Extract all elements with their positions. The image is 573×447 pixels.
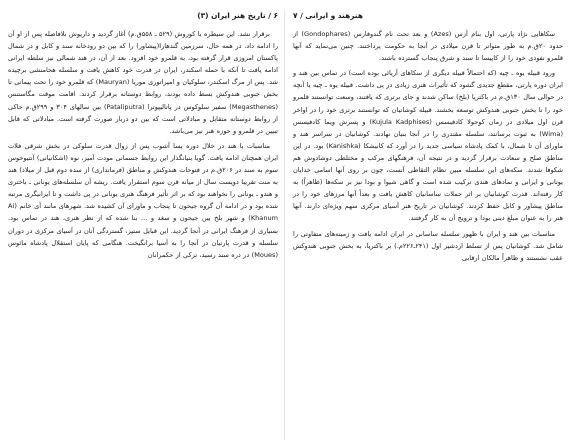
left-page xyxy=(8,0,278,447)
left-running-head: ۶ / تاریخ هنر ایران (۳) xyxy=(197,11,278,20)
left-paragraph: مناسبات با هند در خلال دوره پسا آشوب پس از زوال قدرت سلوکی در بخش شرقی فلات ایران همچنان ادامه یافت. گویا بنیانگذار این روابط جسمانی مودت آمیز، نوه (اشکانیانی) آنتیوخوس سوم به سند در ۲۰۶ق.م در فتوحات هندوکش و مناطق (فرمانداری) از سده دوم قبل از میلاد) هند به منت تقریبا دویست سال از میانه قرن سوم استقرار یافت. ریشه آن سلسله‌های یونانی ـ باختری و هندو ـ یونانی را نخواهند بود که بر اثر تأثیر فرهنگ هنری یونانی در پی داشت و تا ایرانیگری مرتبه شده بود و در ادامه آن گروه جیحون تا پنجاب و ماورای آن کشیده شد. شهرهای مانند آی خانم (Ai Khanum) و شهر بلخ بین جیحون و سغد و ... بنا شده که از نظر هنری، هند در تماس بود. بسیاری از فرهنگ ایرانی در آنجا گردید. این قبایل ستیز، گستردگی آنان در آسیای مرکزی در دوران سلسله و قدرت پارتیان در آنجا را به آسیا برانگیخت. هنگامی که پایان استقلال پادشاه مائوس (Moues) در دره سند رسید، ترکی از حکمرانان xyxy=(8,141,278,259)
left-body-text xyxy=(8,28,278,264)
right-paragraph: سکاهایی نژاد پارتی، اول بنام آزس (Azes) و بعد تحت نام گندوفارس (Gondophares) از حدود ۲۰ق.م به طور متواتر تا قرن میلادی در آنجا به حکومت پرداختند. چنین می‌نماید که آنها قلمرو نفوذی خود را از کاپیسا تا سند و شرق پنجاب گسترده باشند. xyxy=(293,30,563,63)
page-gutter xyxy=(284,10,285,440)
right-paragraph: مناسبات بین هند و ایران با ظهور سلسله ساسانی در ایران ادامه یافت و زمینه‌های متفاوتی را شامل شد. کوشانیان پس از تسلط اردشیر اول (۲۴۱ـ۲۲۶م.) بر باکتریا، به بخش جنوبی هندوکش عقب نشستند و ظاهراً مالکان ارقابی xyxy=(293,229,563,262)
right-page xyxy=(293,0,563,447)
right-running-head: هنرهند و ایرانی / ۷ xyxy=(293,11,363,20)
right-body-text xyxy=(293,28,563,267)
left-paragraph: برقرار نشد. این سیطره با کوروش (۵۲۹ ـ ۵۵۸ق.م) آغاز گردید و داریوش بلافاصله پس از او آن را ادامه داد. در همه حال، سرزمین گندهارا(پیشاور) را که بین دو رودخانه سند و کابل و در شمال پاکستان امروزی قرار گرفته بود، به قلمرو خود افزود. بعد از آن، در هند شمالی نیز سلطه ایرانی ادامه یافت تا آنکه با حمله اسکندر، ایران در قدرت خود کاهش یافت و سلسله هخامنشی برچیده شد. پس از مرگ اسکندر، سلوکیان و امپراتوری موریا (Mauryan) که قلمرو خود را تحت پیمانی تا بخش جنوبی هندوکش بسط داده بودند، روابط دوستانه برقرار کردند. اقامت موقت مگاستنس (Megasthenes) سفیر سلوکوس در پاتالیپوترا (Pataliputra) بین سالهای ۳۰۴ و ۲۹۹ق.م حاکی از روابط دوستانه متقابل و مبادلاتی است که بین دو دربار صورت گرفته است. مبادلاتی که قابل تبیین در قلمرو و حوزه هنر نیز می‌باشد. xyxy=(8,30,279,135)
right-paragraph: ورود قبیله یوه ـ چیه (که احتمالاً قبیله دیگری از سکاهای آریائی بوده است) در تماس بین هند و ایران دوره پارتی، مقطع جدیدی گشود که تأثیرات هنری زیادی در پی داشت. قبیله یوه ـ چیه یا آنچه در حوالی سال ۱۳۰ق.م در باکتریا (بلخ) ساکن شدند و جای برتری که یافتند، وسعت توانستند قلمرو خود را تا بخش جنوبی هندوکش توسعه بخشند. قبیله کوشانیان که توانستند برتری خود را در اواخر قرن اول میلادی در زمان کوجولا کادفیسس (Kujula Kadphises) و پسرش ویما کادفیسس (Wima) به ثبوت برسانند، سلسله مقتدری را در آنجا بنیان نهادند. کوشانیان در سراسر هند و ماورای آن تا شمال، با کمک پادشاه سیاسی جدید را در آورد که کانیشکا (Kanishka) بود. در این مناطق صلح و سعادت برقرار گردید و در نتیجه آن، فرهنگهای مرکب و مختلطی دوشادوش هم شکوفا شدند. سکه‌های این سلسله مبین نظام التقاطی آنست، چون بر روی آنها اسامی خدایان یونانی و ایرانی و نمادهای هندی ترکیب شده است و گاهی شیوا و بودا نیز بر سکه‌ها (ظاهراً) به کار رفته‌اند. قدرت کوشانیان بر اثر حملات ساسانیان کاهش یافت و بعداً آنها مرزهای خود را در مناطق پیشاور و کابل حفظ کردند. کوشانیان در تاریخ هنر آسیای مرکزی سهم ویژه‌ای دارند. آنها هنر را به عنوان مبلغ دینی بودا و ترویج آن به کار گرفتند. xyxy=(293,69,563,223)
